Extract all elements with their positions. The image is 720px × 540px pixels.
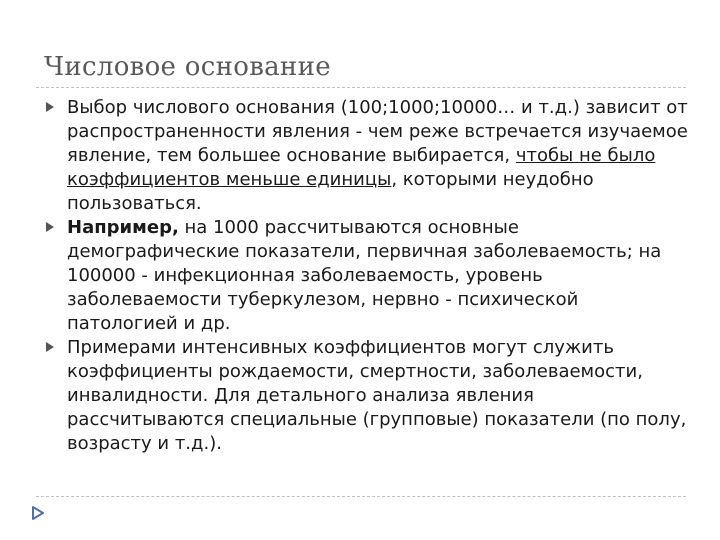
bullet-text [67,96,690,216]
slide-title: Числовое основание [44,52,331,82]
bullet-item [40,216,690,336]
footer-divider [36,496,686,497]
bullet-text [67,216,690,336]
bullet-item [40,336,690,456]
triangle-bullet-icon [46,222,54,232]
bullet-text-part: Выбор числового основания (100;1000;10000… и т.д.) зависит от распространенности явления - чем реже встречается изучаемое явление, тем большее основание выбирается, [67,97,688,166]
triangle-bullet-icon [46,342,54,352]
triangle-bullet-icon [46,102,54,112]
bullet-list [40,96,690,456]
bullet-text-bold: Например, [67,217,179,238]
nav-arrow-icon[interactable] [30,505,46,521]
bullet-text-part: на 1000 рассчитываются основные демографические показатели, первичная заболеваемость; на 100000 - инфекционная заболеваемость, уровень заболеваемости туберкулезом, нервно - психической патологией и др. [67,217,662,334]
bullet-item [40,96,690,216]
title-divider [36,87,686,88]
bullet-text-part: , которыми неудобно пользоваться. [67,169,594,214]
bullet-text-underlined: чтобы не было коэффициентов меньше единицы [67,145,656,190]
bullet-text: Примерами интенсивных коэффициентов могут служить коэффициенты рождаемости, смертности, заболеваемости, инвалидности. Для детального анализа явления рассчитываются специальные (групповые) показатели (по полу, возрасту и т.д.). [67,337,687,454]
